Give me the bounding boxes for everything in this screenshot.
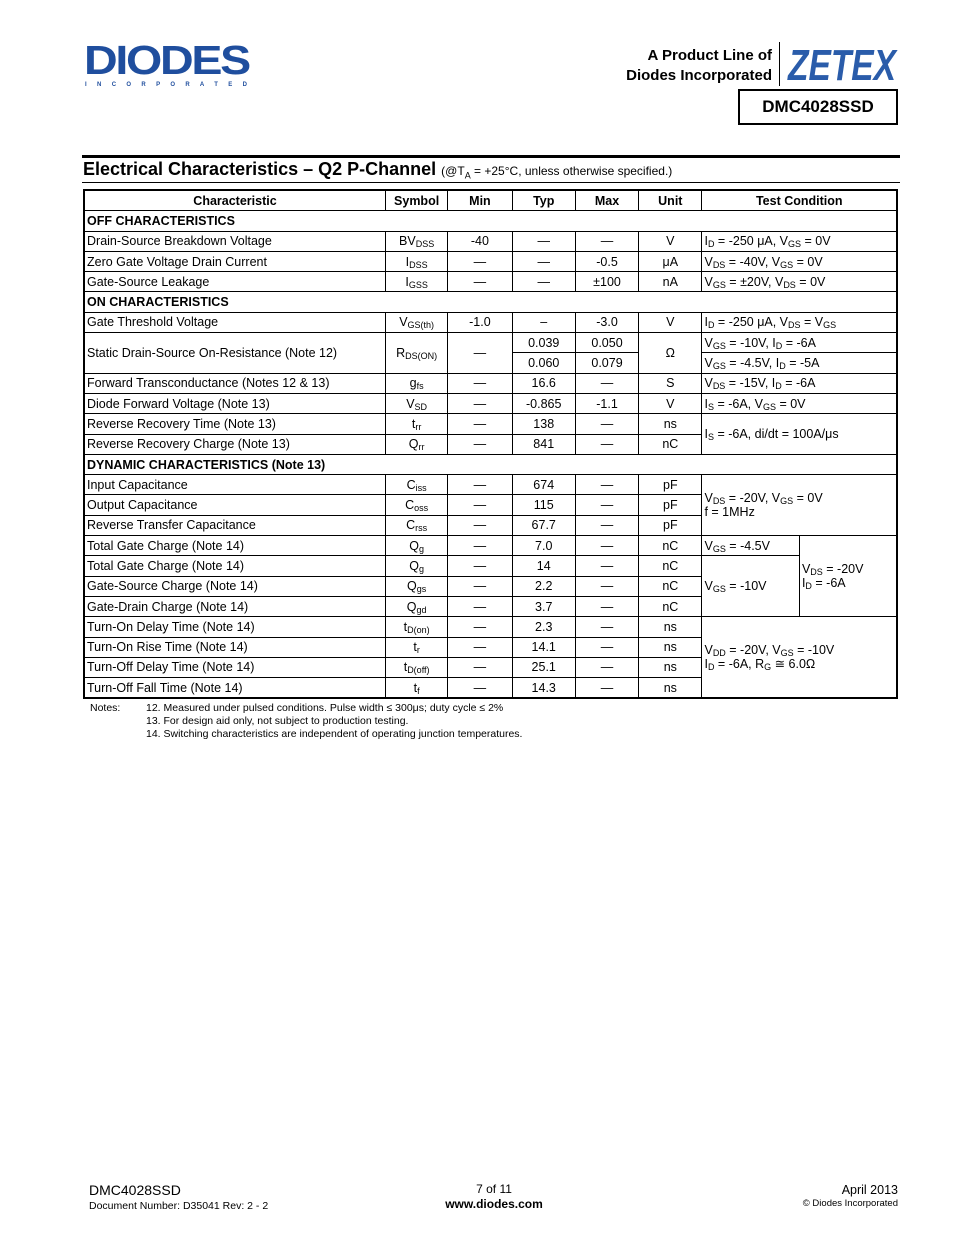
row-name: Turn-On Rise Time (Note 14) xyxy=(84,637,385,657)
row-test-condition: $I_D = -250$ μA, $V_{GS} = 0V$ xyxy=(702,231,897,251)
row-unit: S xyxy=(639,373,702,393)
row-min: — xyxy=(448,576,512,596)
row-typ: 2.2 xyxy=(512,576,575,596)
row-unit: V xyxy=(639,393,702,413)
row-min: — xyxy=(448,678,512,699)
row-min: — xyxy=(448,536,512,556)
row-typ: 3.7 xyxy=(512,596,575,616)
row-name: Gate-Source Charge (Note 14) xyxy=(84,576,385,596)
col-characteristic: Characteristic xyxy=(84,190,385,211)
row-max: — xyxy=(575,556,638,576)
table-row xyxy=(84,231,897,251)
row-unit: nC xyxy=(639,434,702,454)
row-max: — xyxy=(575,576,638,596)
row-symbol: $I_{DSS}$ xyxy=(385,251,447,271)
row-max: — xyxy=(575,637,638,657)
section-on: ON CHARACTERISTICS xyxy=(84,292,897,312)
electrical-characteristics-table xyxy=(83,189,898,699)
row-unit: nC xyxy=(639,536,702,556)
row-max: ±100 xyxy=(575,272,638,292)
row-name: Turn-Off Fall Time (Note 14) xyxy=(84,678,385,699)
row-unit: nC xyxy=(639,596,702,616)
row-symbol: $t_r$ xyxy=(385,637,447,657)
col-test-condition: Test Condition xyxy=(702,190,897,211)
row-typ: 674 xyxy=(512,475,575,495)
row-typ: 841 xyxy=(512,434,575,454)
row-symbol: $t_{D(off)}$ xyxy=(385,657,447,677)
row-unit: ns xyxy=(639,678,702,699)
col-typ: Typ xyxy=(512,190,575,211)
row-unit: pF xyxy=(639,495,702,515)
row-unit: ns xyxy=(639,657,702,677)
row-test-condition: $V_{GS} = -10V$ xyxy=(702,556,799,617)
row-typ: 67.7 xyxy=(512,515,575,535)
section-title xyxy=(83,159,672,180)
row-max: — xyxy=(575,434,638,454)
row-symbol: $Q_g$ xyxy=(385,556,447,576)
row-unit: pF xyxy=(639,475,702,495)
row-typ: 115 xyxy=(512,495,575,515)
row-test-condition: $V_{GS} = \pm 20V$, $V_{DS} = 0V$ xyxy=(702,272,897,292)
section-row xyxy=(84,454,897,474)
row-typ: 25.1 xyxy=(512,657,575,677)
product-line-2: Diodes Incorporated xyxy=(626,67,772,84)
table-row xyxy=(84,556,897,576)
note-12: 12. Measured under pulsed conditions. Pulse width ≤ 300μs; duty cycle ≤ 2% xyxy=(146,702,504,714)
diodes-logo-text: DIODES xyxy=(84,37,250,83)
row-name: Turn-On Delay Time (Note 14) xyxy=(84,617,385,637)
row-symbol: $C_{iss}$ xyxy=(385,475,447,495)
row-typ: 2.3 xyxy=(512,617,575,637)
table-row xyxy=(84,333,897,353)
row-test-condition: $V_{GS} = -4.5V$, $I_D = -5A$ xyxy=(702,353,897,373)
row-min: — xyxy=(448,393,512,413)
footer-website-link[interactable]: www.diodes.com xyxy=(445,1197,543,1211)
cond-suffix: = +25°C, unless otherwise specified.) xyxy=(470,164,673,178)
row-typ: 0.039 xyxy=(512,333,575,353)
row-symbol: $V_{GS(th)}$ xyxy=(385,312,447,332)
note-14: 14. Switching characteristics are independent of operating junction temperatures. xyxy=(146,728,523,740)
row-typ: 7.0 xyxy=(512,536,575,556)
row-unit: V xyxy=(639,231,702,251)
row-max: — xyxy=(575,231,638,251)
row-min: — xyxy=(448,596,512,616)
cond-prefix: (@T xyxy=(441,164,465,178)
row-max: — xyxy=(575,475,638,495)
row-test-condition-right: $V_{DS} = -20V$ $I_D = -6A$ xyxy=(799,536,897,617)
row-typ: 14.3 xyxy=(512,678,575,699)
row-max: 0.050 xyxy=(575,333,638,353)
section-row xyxy=(84,211,897,231)
row-test-condition: $V_{DS} = -20V$, $V_{GS} = 0V$ f = 1MHz xyxy=(702,475,897,536)
section-dynamic: DYNAMIC CHARACTERISTICS (Note 13) xyxy=(84,454,897,474)
row-min: — xyxy=(448,515,512,535)
row-max: — xyxy=(575,536,638,556)
row-typ: – xyxy=(512,312,575,332)
row-min: — xyxy=(448,495,512,515)
row-symbol: $C_{rss}$ xyxy=(385,515,447,535)
col-symbol: Symbol xyxy=(385,190,447,211)
row-name: Gate-Source Leakage xyxy=(84,272,385,292)
diodes-logo-subtext: I N C O R P O R A T E D xyxy=(85,82,247,88)
row-name: Turn-Off Delay Time (Note 14) xyxy=(84,657,385,677)
section-rule-top xyxy=(82,155,900,158)
row-unit: ns xyxy=(639,637,702,657)
row-max: — xyxy=(575,617,638,637)
footer-part-number: DMC4028SSD xyxy=(89,1182,181,1198)
row-name: Reverse Transfer Capacitance xyxy=(84,515,385,535)
row-symbol: $C_{oss}$ xyxy=(385,495,447,515)
row-min: — xyxy=(448,251,512,271)
row-min: — xyxy=(448,475,512,495)
row-min: — xyxy=(448,637,512,657)
row-max: — xyxy=(575,414,638,434)
col-unit: Unit xyxy=(639,190,702,211)
row-symbol: $t_{D(on)}$ xyxy=(385,617,447,637)
row-symbol: $Q_g$ xyxy=(385,536,447,556)
header-row xyxy=(84,190,897,211)
row-typ: 0.060 xyxy=(512,353,575,373)
row-min: -40 xyxy=(448,231,512,251)
row-test-condition: $V_{GS} = -4.5V$ xyxy=(702,536,799,556)
row-name: Drain-Source Breakdown Voltage xyxy=(84,231,385,251)
row-name: Diode Forward Voltage (Note 13) xyxy=(84,393,385,413)
row-max: -3.0 xyxy=(575,312,638,332)
product-line xyxy=(600,46,772,86)
row-min: -1.0 xyxy=(448,312,512,332)
row-name: Total Gate Charge (Note 14) xyxy=(84,536,385,556)
row-min: — xyxy=(448,414,512,434)
row-min: — xyxy=(448,617,512,637)
row-typ: 14.1 xyxy=(512,637,575,657)
row-max: — xyxy=(575,596,638,616)
row-symbol: $BV_{DSS}$ xyxy=(385,231,447,251)
section-title-text: Electrical Characteristics – Q2 P-Channel xyxy=(83,159,437,179)
diodes-logo xyxy=(84,37,256,90)
row-max: -0.5 xyxy=(575,251,638,271)
row-symbol: $I_{GSS}$ xyxy=(385,272,447,292)
row-name: Zero Gate Voltage Drain Current xyxy=(84,251,385,271)
row-max: -1.1 xyxy=(575,393,638,413)
row-min: — xyxy=(448,556,512,576)
row-unit: nA xyxy=(639,272,702,292)
row-typ: 138 xyxy=(512,414,575,434)
header-divider xyxy=(779,42,780,86)
row-min: — xyxy=(448,373,512,393)
row-typ: — xyxy=(512,272,575,292)
row-min: — xyxy=(448,333,512,374)
row-min: — xyxy=(448,434,512,454)
footer-date: April 2013 xyxy=(841,1183,898,1197)
table-row xyxy=(84,251,897,271)
row-name: Output Capacitance xyxy=(84,495,385,515)
row-test-condition: $V_{GS} = -10V$, $I_D = -6A$ xyxy=(702,333,897,353)
row-test-condition: $V_{DS} = -15V$, $I_D = -6A$ xyxy=(702,373,897,393)
row-typ: 14 xyxy=(512,556,575,576)
row-min: — xyxy=(448,657,512,677)
row-max: — xyxy=(575,495,638,515)
row-name: Static Drain-Source On-Resistance (Note 12) xyxy=(84,333,385,374)
row-typ: — xyxy=(512,251,575,271)
row-unit: ns xyxy=(639,414,702,434)
row-unit: μA xyxy=(639,251,702,271)
product-line-1: A Product Line of xyxy=(647,47,772,64)
row-max: — xyxy=(575,515,638,535)
notes-label: Notes: xyxy=(90,702,121,714)
part-number-box: DMC4028SSD xyxy=(738,89,898,125)
row-symbol: $t_f$ xyxy=(385,678,447,699)
table-row xyxy=(84,475,897,495)
row-typ: 16.6 xyxy=(512,373,575,393)
zetex-logo xyxy=(786,40,899,90)
table-row xyxy=(84,312,897,332)
row-unit: Ω xyxy=(639,333,702,374)
row-symbol: $g_{fs}$ xyxy=(385,373,447,393)
table-row xyxy=(84,414,897,434)
row-name: Total Gate Charge (Note 14) xyxy=(84,556,385,576)
table-row xyxy=(84,617,897,637)
row-unit: nC xyxy=(639,556,702,576)
row-test-condition: $V_{DD} = -20V$, $V_{GS} = -10V$ $I_D = -6A$, $R_G$ ≅ 6.0Ω xyxy=(702,617,897,699)
row-symbol: $t_{rr}$ xyxy=(385,414,447,434)
section-off: OFF CHARACTERISTICS xyxy=(84,211,897,231)
section-rule-bottom xyxy=(82,182,900,183)
row-max: 0.079 xyxy=(575,353,638,373)
row-max: — xyxy=(575,678,638,699)
row-unit: nC xyxy=(639,576,702,596)
note-13: 13. For design aid only, not subject to production testing. xyxy=(146,715,409,727)
col-max: Max xyxy=(575,190,638,211)
row-name: Reverse Recovery Time (Note 13) xyxy=(84,414,385,434)
row-name: Input Capacitance xyxy=(84,475,385,495)
zetex-logo-text: ZETEX xyxy=(786,41,899,90)
row-typ: -0.865 xyxy=(512,393,575,413)
table-row xyxy=(84,373,897,393)
footer-copyright: © Diodes Incorporated xyxy=(802,1198,898,1209)
footer-document-number: Document Number: D35041 Rev: 2 - 2 xyxy=(89,1200,269,1212)
row-symbol: $Q_{gd}$ xyxy=(385,596,447,616)
row-symbol: $R_{DS(ON)}$ xyxy=(385,333,447,374)
row-name: Gate Threshold Voltage xyxy=(84,312,385,332)
row-test-condition: $V_{DS} = -40V$, $V_{GS} = 0V$ xyxy=(702,251,897,271)
notes-list xyxy=(146,702,522,741)
row-max: — xyxy=(575,657,638,677)
row-unit: ns xyxy=(639,617,702,637)
row-min: — xyxy=(448,272,512,292)
row-name: Reverse Recovery Charge (Note 13) xyxy=(84,434,385,454)
row-unit: pF xyxy=(639,515,702,535)
row-symbol: $Q_{rr}$ xyxy=(385,434,447,454)
row-test-condition: $I_S = -6A$, $V_{GS} = 0V$ xyxy=(702,393,897,413)
row-typ: — xyxy=(512,231,575,251)
footer-page-number: 7 of 11 xyxy=(476,1182,512,1196)
section-condition xyxy=(441,164,673,181)
row-name: Gate-Drain Charge (Note 14) xyxy=(84,596,385,616)
cond-sub: A xyxy=(464,170,471,181)
table-row xyxy=(84,393,897,413)
section-row xyxy=(84,292,897,312)
row-symbol: $Q_{gs}$ xyxy=(385,576,447,596)
col-min: Min xyxy=(448,190,512,211)
table-row xyxy=(84,272,897,292)
row-symbol: $V_{SD}$ xyxy=(385,393,447,413)
row-unit: V xyxy=(639,312,702,332)
row-test-condition: $I_D = -250$ μA, $V_{DS} = V_{GS}$ xyxy=(702,312,897,332)
row-test-condition: $I_S = -6A$, di/dt = 100A/μs xyxy=(702,414,897,455)
table-row xyxy=(84,536,897,556)
row-name: Forward Transconductance (Notes 12 & 13) xyxy=(84,373,385,393)
row-max: — xyxy=(575,373,638,393)
